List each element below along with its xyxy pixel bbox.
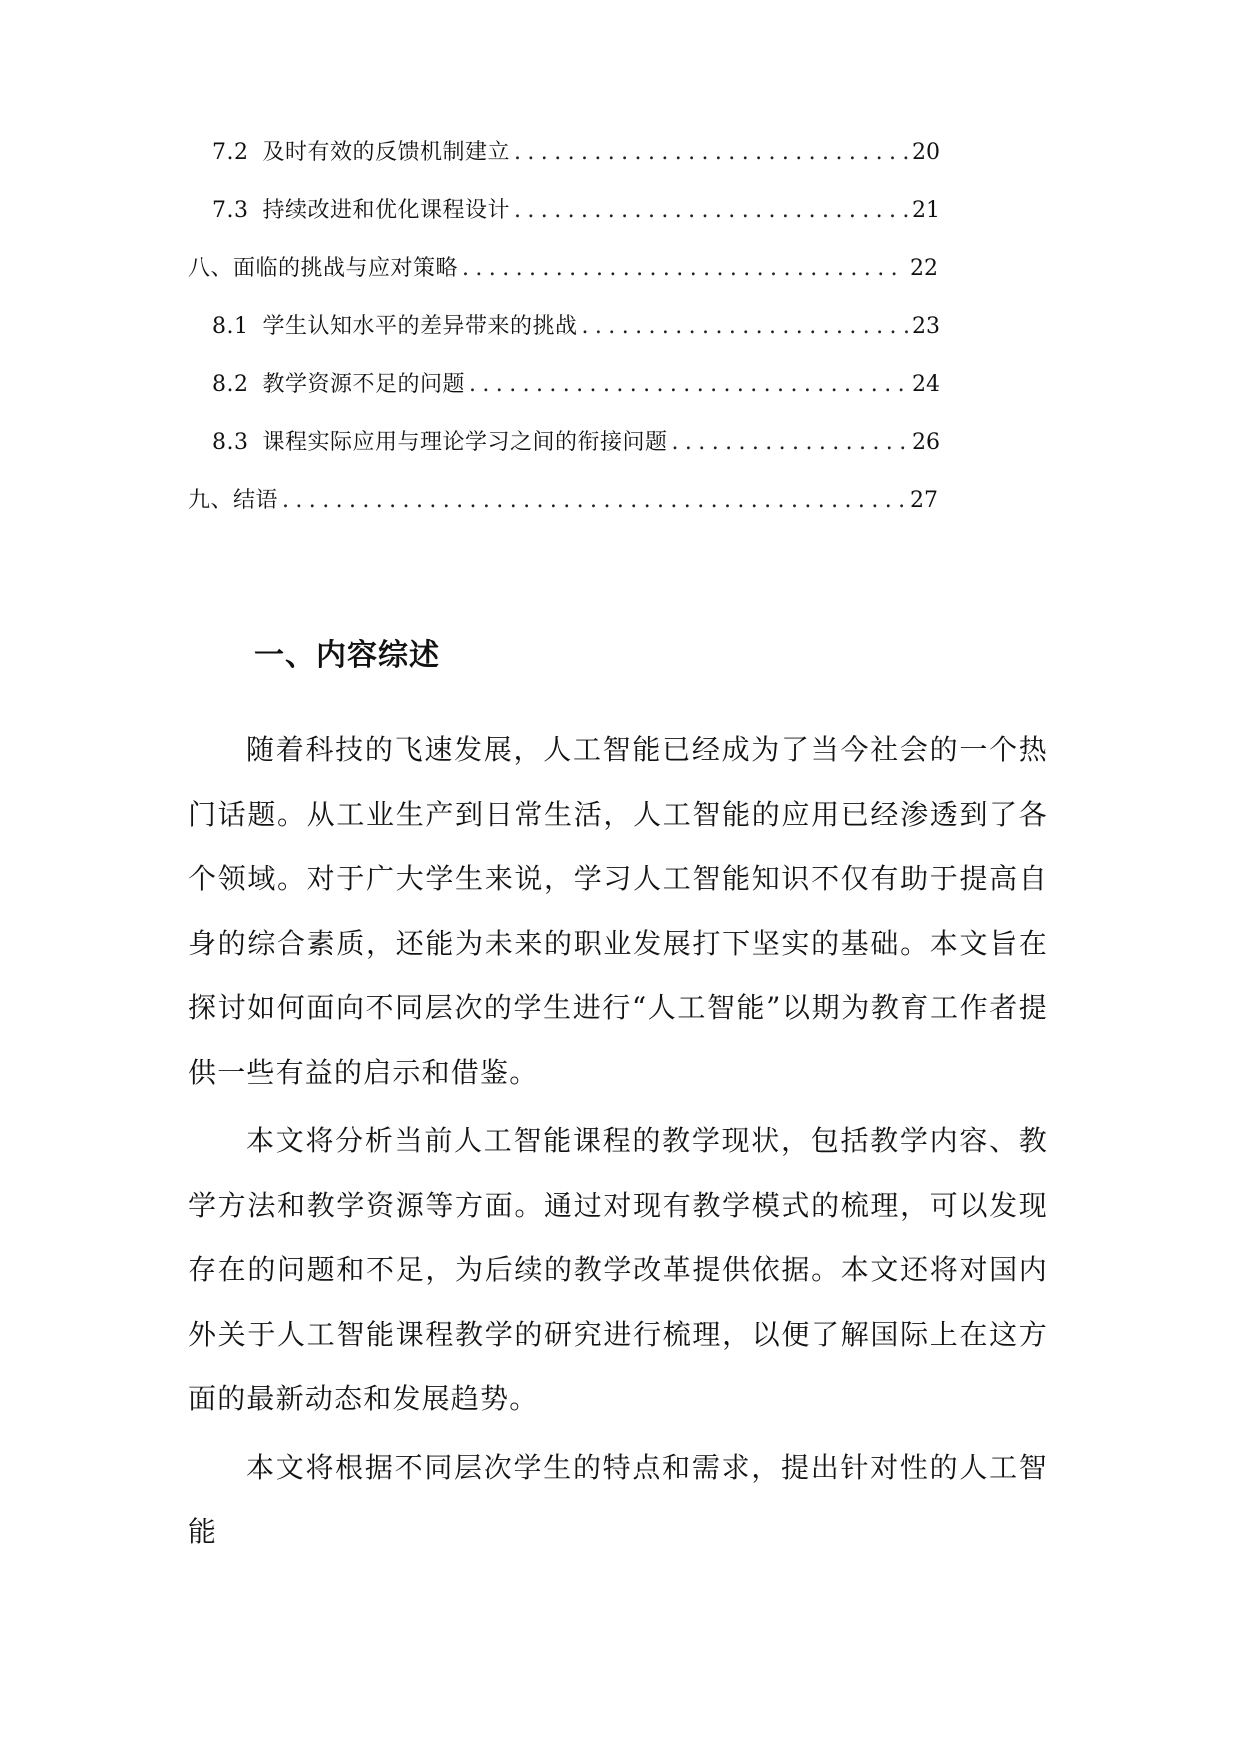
toc-entry-title: 学生认知水平的差异带来的挑战 [262,314,578,339]
toc-dot-leader [514,196,908,226]
toc-entry-title: 及时有效的反馈机制建立 [262,140,511,165]
toc-entry-page: 22 [910,256,938,281]
toc-entry-title: 持续改进和优化课程设计 [262,198,511,223]
body-paragraph: 本文将根据不同层次学生的特点和需求，提出针对性的人工智能 [188,1450,1048,1548]
toc-entry-label [212,428,668,458]
toc-entry-page: 26 [912,430,940,455]
toc-entry-page: 23 [912,314,940,339]
toc-entry-number: 7.2 [212,140,249,165]
toc-entry-label [212,196,510,226]
toc-dot-leader [582,312,908,342]
toc-entry-page: 27 [910,488,938,513]
toc-entry-page: 24 [912,372,940,397]
toc-dot-leader [514,138,908,168]
toc-entry[interactable] [188,244,938,284]
toc-entry-title: 八、面临的挑战与应对策略 [188,256,459,281]
toc-entry-number: 8.2 [212,372,249,397]
toc-entry-title: 课程实际应用与理论学习之间的衔接问题 [262,430,668,455]
section-heading: 一、内容综述 [254,638,440,673]
toc-entry-page: 21 [912,198,940,223]
body-paragraph: 本文将分析当前人工智能课程的教学现状，包括教学内容、教学方法和教学资源等方面。通过对现有教学模式的梳理，可以发现存在的问题和不足，为后续的教学改革提供依据。本文还将对国内外关于人工智能课程教学的研究进行梳理，以便了解国际上在这方面的最新动态和发展趋势。 [188,1124,1048,1415]
toc-entry[interactable] [188,476,938,516]
toc-dot-leader [469,370,908,400]
section-body [188,718,1048,1569]
toc-entry[interactable] [212,302,940,342]
toc-entry[interactable] [212,418,940,458]
toc-entry[interactable] [212,360,940,400]
toc-entry[interactable] [212,186,940,226]
toc-entry-number: 8.3 [212,430,249,455]
toc-entry-number: 8.1 [212,314,249,339]
toc-entry-label [212,312,578,342]
toc-dot-leader [282,486,906,516]
toc-entry-number: 7.3 [212,198,249,223]
toc-dot-leader [672,428,908,458]
toc-entry-label [212,138,510,168]
toc-dot-leader [462,254,906,284]
body-paragraph: 随着科技的飞速发展，人工智能已经成为了当今社会的一个热门话题。从工业生产到日常生活，人工智能的应用已经渗透到了各个领域。对于广大学生来说，学习人工智能知识不仅有助于提高自身的综合素质，还能为未来的职业发展打下坚实的基础。本文旨在探讨如何面向不同层次的学生进行“人工智能”以期为教育工作者提供一些有益的启示和借鉴。 [188,733,1048,1089]
toc-entry-title: 九、结语 [188,488,279,513]
toc-entry-label [212,370,465,400]
toc-entry-title: 教学资源不足的问题 [262,372,466,397]
toc-entry-page: 20 [912,140,940,165]
toc-entry[interactable] [212,128,940,168]
